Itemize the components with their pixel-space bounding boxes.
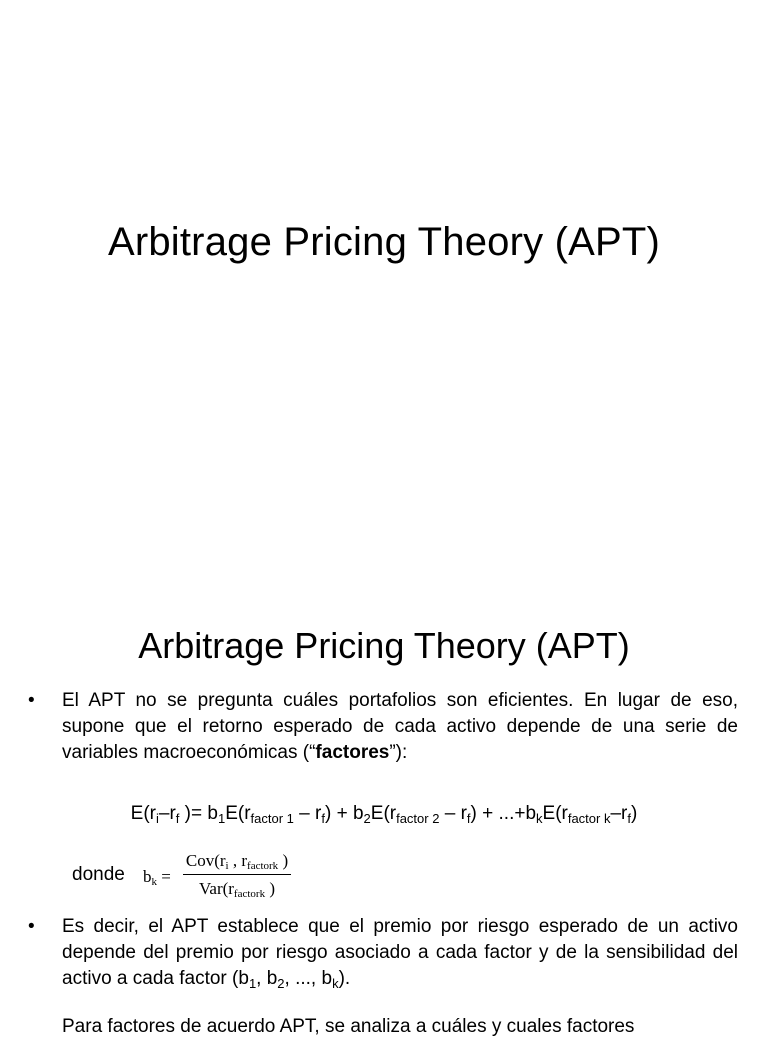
bullet1-text-before: El APT no se pregunta cuáles portafolios son eficientes. En lugar de eso, supone que el retorno esperado de cada activo depende de una serie de variables macroeconómicas (“ [62, 690, 738, 763]
bullet-text: Es decir, el APT establece que el premio por riesgo esperado de un activo depende del premio por riesgo asociado a cada factor y de la sensibilidad del activo a cada factor ($b_1$, $b_2$, ..., $b_k$). [62, 916, 738, 991]
bullet-apt-definition [28, 688, 738, 766]
bullet1-bold-factores: factores [315, 742, 390, 763]
bullet-marker: • [28, 916, 35, 937]
bullet-cut-off [28, 1014, 738, 1040]
bullet-text [62, 688, 738, 766]
fraction-numerator: $Cov(r_i$ , $r_{factork}$ ) [185, 851, 289, 872]
bullet-marker: • [28, 690, 35, 711]
slide1-title: Arbitrage Pricing Theory (APT) [107, 220, 661, 264]
fraction-bar [183, 874, 291, 875]
beta-lhs: $b_k$ = [143, 867, 171, 888]
bullet-apt-risk-premium [28, 914, 738, 992]
bullet1-text-after: ”): [389, 742, 408, 763]
beta-fraction [183, 849, 291, 900]
apt-equation: $E(r_i-r_f$ )= $b_1E(r_{factor 1} - r_f) + b_2E(r_{factor 2} - r_f) + ...+b_kE(r_{factor k}-r_f)$ [130, 803, 638, 826]
donde-label: donde [72, 864, 125, 885]
slide2-title: Arbitrage Pricing Theory (APT) [138, 625, 630, 666]
bullet-text: Para factores de acuerdo APT, se analiza a cuáles y cuales factores [62, 1016, 635, 1037]
fraction-denominator: $Var(r_{factork}$ ) [199, 879, 275, 900]
